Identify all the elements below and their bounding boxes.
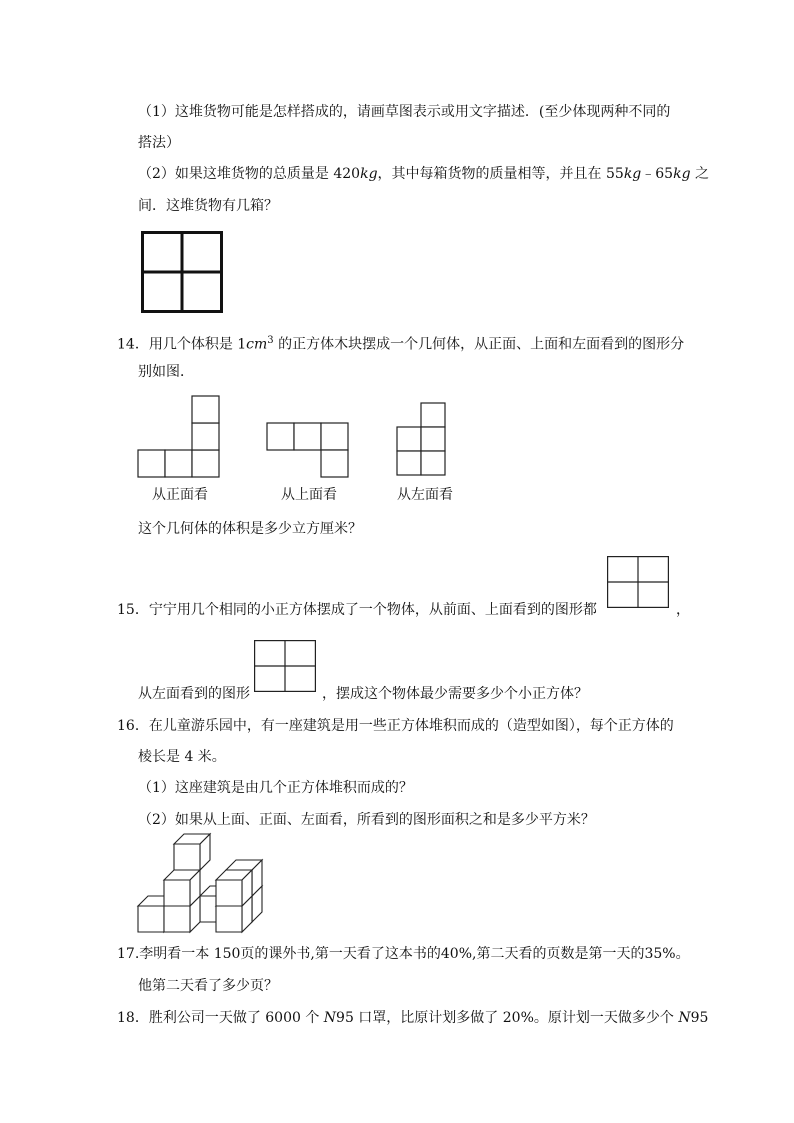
cube-front-face [138, 906, 164, 932]
unit-kg: kg [623, 166, 642, 182]
q13-part1-line1: （1）这堆货物可能是怎样搭成的，请画草图表示或用文字描述．(至少体现两种不同的 [138, 104, 671, 120]
q15-text-line1: 15．宁宁用几个相同的小正方体摆成了一个物体，从前面、上面看到的图形都 [117, 602, 597, 618]
q13-part2-line2: 间．这堆货物有几箱？ [138, 198, 278, 214]
front-view-figure [138, 396, 220, 478]
caption-front-view: 从正面看 [152, 487, 208, 503]
caption-left-view: 从左面看 [397, 487, 453, 503]
q13-part1-line2: 搭法） [138, 135, 180, 151]
italic-n: N [678, 1010, 691, 1026]
q15-line2-b: ，摆成这个物体最少需要多少个小正方体？ [322, 686, 588, 702]
cube-front-face [174, 844, 200, 870]
q18-line1 [117, 1008, 708, 1028]
top-view-figure [267, 423, 349, 478]
q18-text-a: 18．胜利公司一天做了 6000 个 [117, 1010, 324, 1026]
q15-comma: ， [676, 602, 690, 618]
cube-front-face [216, 880, 242, 906]
q14-line2: 别如图． [138, 364, 194, 380]
q13-cargo-figure [141, 231, 223, 313]
unit-cm: cm [246, 336, 268, 353]
italic-n: N [323, 1010, 337, 1026]
q13-text-b: ，其中每箱货物的质量相等，并且在 55 [377, 166, 624, 182]
q13-text-c: ﹣65 [641, 166, 674, 182]
q13-part2-line1 [138, 164, 709, 184]
unit-kg: kg [673, 166, 691, 182]
front-top-view-grid [607, 556, 669, 608]
q16-sub2: （2）如果从上面、正面、左面看，所看到的图形面积之和是多少平方米？ [138, 812, 595, 828]
cube-building-figure [136, 836, 266, 934]
cube-front-face [216, 906, 242, 932]
q14-text-a: 14．用几个体积是 1 [117, 336, 247, 353]
q14-line1 [117, 331, 684, 355]
q18-text-b: 95 口罩，比原计划多做了 20%。原计划一天做多少个 [336, 1010, 679, 1026]
left-view-figure [397, 403, 447, 478]
q16-sub1: （1）这座建筑是由几个正方体堆积而成的？ [138, 780, 413, 796]
q16-line1: 16．在儿童游乐园中，有一座建筑是用一些正方体堆积而成的（造型如图），每个正方体的 [117, 718, 674, 734]
q15-line2-a: 从左面看到的图形 [138, 686, 250, 702]
q13-text-a: （2）如果这堆货物的总质量是 420 [138, 166, 361, 182]
q15-line1 [117, 600, 597, 620]
q17-line1: 17.李明看一本 150页的课外书,第一天看了这本书的40%,第二天看的页数是第一天的35%。 [117, 946, 690, 962]
q14-question: 这个几何体的体积是多少立方厘米？ [138, 521, 362, 537]
caption-top-view: 从上面看 [281, 487, 337, 503]
unit-kg: kg [360, 166, 378, 182]
q17-line2: 他第二天看了多少页？ [138, 978, 278, 994]
q14-text-b: 的正方体木块摆成一个几何体，从正面、上面和左面看到的图形分 [273, 336, 685, 353]
superscript-3: 3 [267, 335, 274, 346]
q18-text-c: 95 [690, 1010, 709, 1026]
cube-front-face [164, 880, 190, 906]
q16-line2: 棱长是 4 米。 [138, 749, 226, 765]
q13-text-d: 之 [690, 166, 709, 182]
cube-front-face [164, 906, 190, 932]
left-view-grid [254, 640, 316, 692]
